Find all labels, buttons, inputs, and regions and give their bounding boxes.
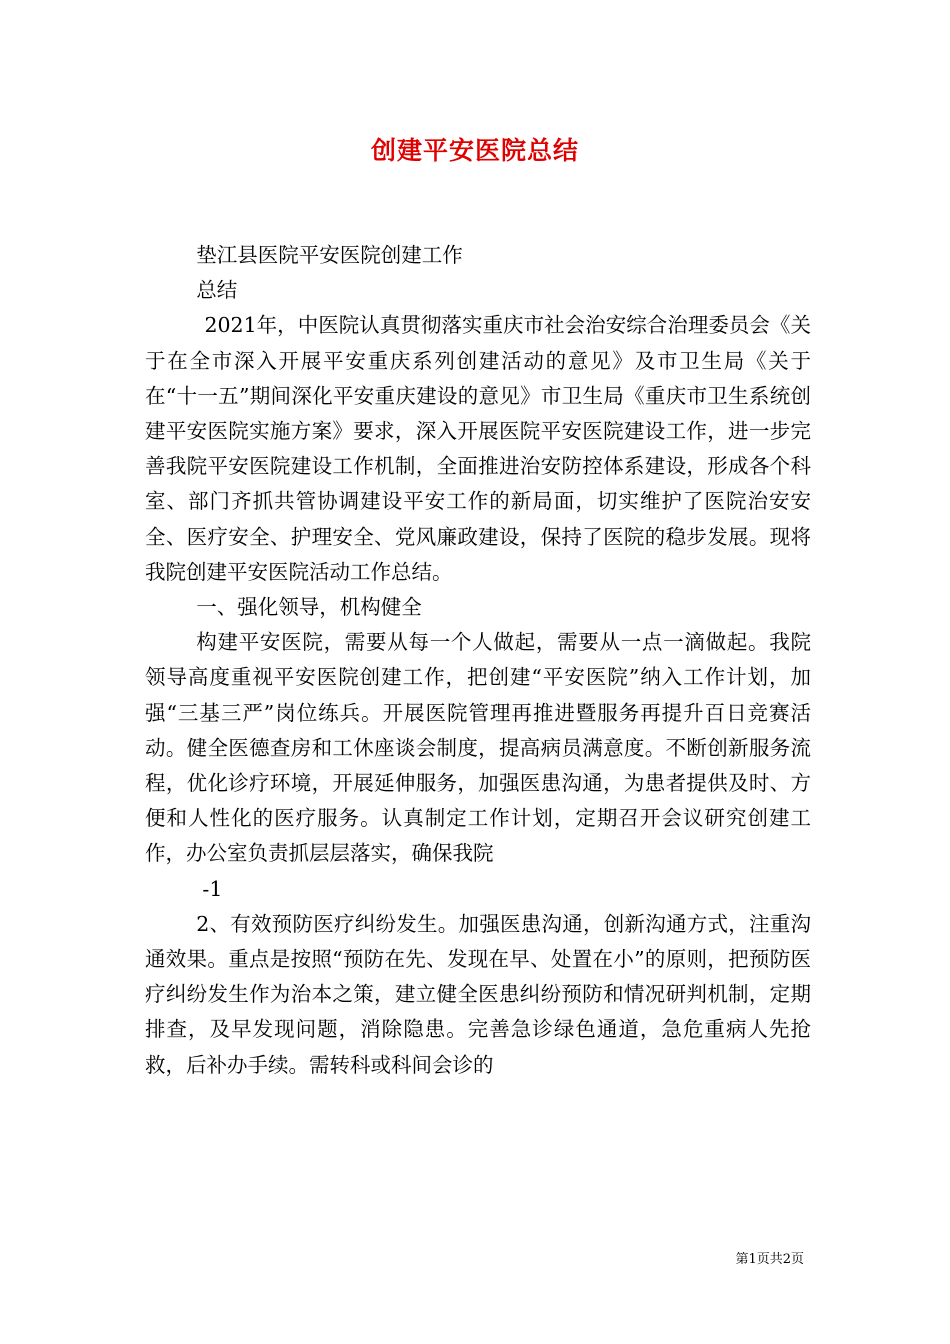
document-title: 创建平安医院总结 <box>370 136 579 165</box>
subtitle-line-2: 总结 <box>196 278 238 303</box>
section-1-heading: 一、强化领导，机构健全 <box>196 595 422 620</box>
document-body <box>145 238 811 1083</box>
subtitle-line-1: 垫江县医院平安医院创建工作 <box>196 243 463 267</box>
section-1-paragraph: 构建平安医院，需要从每一个人做起，需要从一点一滴做起。我院领导高度重视平安医院创建工作，把创建“平安医院”纳入工作计划，加强“三基三严”岗位练兵。开展医院管理再推进暨服务再提升百日竞赛活动。健全医德查房和工休座谈会制度，提高病员满意度。不断创新服务流程，优化诊疗环境，开展延伸服务，加强医患沟通，为患者提供及时、方便和人性化的医疗服务。认真制定工作计划，定期召开会议研究创建工作，办公室负责抓层层落实，确保我院 <box>145 630 811 866</box>
intro-paragraph: 2021年，中医院认真贯彻落实重庆市社会治安综合治理委员会《关于在全市深入开展平安重庆系列创建活动的意见》及市卫生局《关于在“十一五”期间深化平安重庆建设的意见》市卫生局《重庆市卫生系统创建平安医院实施方案》要求，深入开展医院平安医院建设工作，进一步完善我院平安医院建设工作机制，全面推进治安防控体系建设，形成各个科室、部门齐抓共管协调建设平安工作的新局面，切实维护了医院治安安全、医疗安全、护理安全、党风廉政建设，保持了医院的稳步发展。现将我院创建平安医院活动工作总结。 <box>145 313 811 584</box>
page-marker: -1 <box>202 876 223 901</box>
page-footer: 第1页共2页 <box>735 1252 804 1267</box>
section-2-paragraph: 2、有效预防医疗纠纷发生。加强医患沟通，创新沟通方式，注重沟通效果。重点是按照“预防在先、发现在早、处置在小”的原则，把预防医疗纠纷发生作为治本之策，建立健全医患纠纷预防和情况研判机制，定期排查，及早发现问题，消除隐患。完善急诊绿色通道，急危重病人先抢救，后补办手续。需转科或科间会诊的 <box>145 911 811 1077</box>
